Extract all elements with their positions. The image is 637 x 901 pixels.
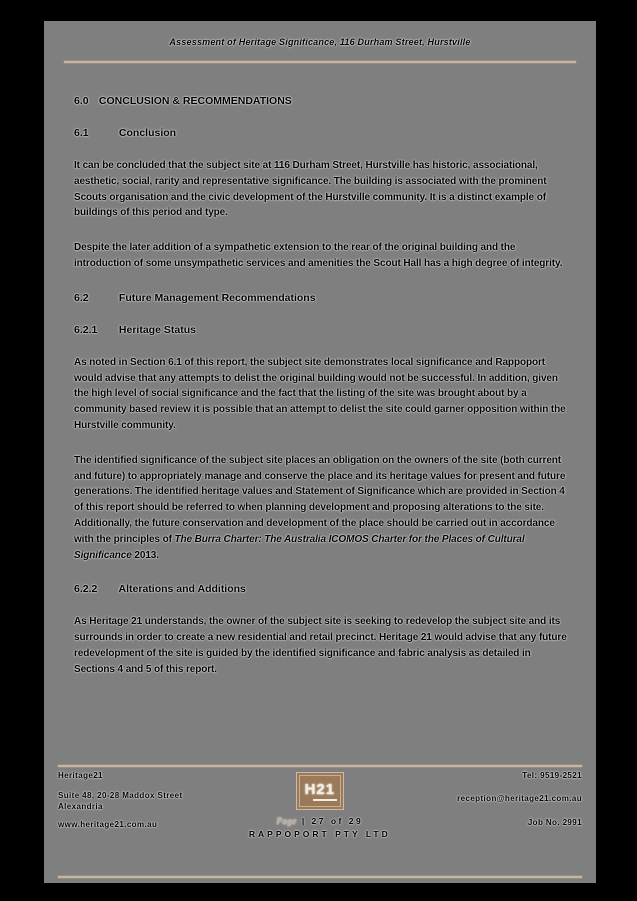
paragraph-text: The identified significance of the subject site places an obligation on the owners of the site (both current and future) to appropriately manage and conserve the place and its heritage values for present and future generations. The identified heritage values and Statement of Significance which are provided in Section 4 of this report should be referred to when planning development and proposing alterations to the site. Additionally, the future conservation and development of the place should be carried out in accordance with the principles of <box>74 454 566 545</box>
paragraph-heritage-status: As noted in Section 6.1 of this report, the subject site demonstrates local significance and Rappoport would advise that any attempts to delist the original building would not be successful. In addition, given the high level of social significance and the fact that the listing of the site was brought about by a community based review it is possible that an attempt to delist the site could garner opposition within the Hurstville community. <box>74 356 566 431</box>
burra-charter-title: The Burra Charter: The Australia ICOMOS Charter for the Places of Cultural Significance <box>74 533 525 561</box>
footer-content <box>58 771 582 873</box>
company-address-line1: Suite 48, 20-28 Maddox Street <box>58 790 183 800</box>
footer-company-block <box>58 771 183 873</box>
section-heading-6-1 <box>74 127 566 139</box>
footer-divider-bottom <box>58 876 582 878</box>
company-legal-name: RAPPOPORT PTY LTD <box>248 829 391 839</box>
section-number: 6.0 <box>74 95 89 107</box>
footer-logo-block <box>249 772 391 873</box>
company-name: Heritage21 <box>58 771 103 780</box>
heritage21-logo-text: H21 <box>304 780 336 798</box>
page-footer <box>44 765 596 883</box>
email-link[interactable]: reception@heritage21.com.au <box>457 794 582 804</box>
job-number: Job No. 2991 <box>527 817 582 827</box>
section-number: 6.2.1 <box>74 323 98 336</box>
page-content <box>44 63 596 678</box>
paragraph-conclusion-1: It can be concluded that the subject site at 116 Durham Street, Hurstville has historic, associational, aesthetic, social, rarity and representative significance. The building is associated with the prominent Scouts organisation and the civic development of the Hurstville community. It is a distinct example of buildings of this period and type. <box>74 160 547 219</box>
phone-number: Tel: 9519-2521 <box>522 771 582 780</box>
section-heading-6-2-1 <box>74 324 566 336</box>
section-heading-6-2-2 <box>74 583 566 595</box>
section-title: Future Management Recommendations <box>118 291 316 304</box>
company-address-line2: Alexandria <box>58 801 103 811</box>
logo-underline <box>313 799 337 801</box>
page-count: | 27 of 29 <box>301 816 364 826</box>
running-header: Assessment of Heritage Significance, 116 Durham Street, Hurstville <box>169 37 471 47</box>
section-heading-6-2 <box>74 292 566 304</box>
heritage21-logo <box>296 772 344 810</box>
section-number: 6.1 <box>74 127 89 139</box>
paragraph-alterations: As Heritage 21 understands, the owner of the subject site is seeking to redevelop the subject site and its surrounds in order to create a new residential and retail precinct. Heritage 21 would advise that any future redevelopment of the site is guided by the identified significance and fabric analysis as detailed in Sections 4 and 5 of this report. <box>74 616 567 675</box>
paragraph-conclusion-2: Despite the later addition of a sympathetic extension to the rear of the original building and the introduction of some unsympathetic services and amenities the Scout Hall has a high degree of integrity. <box>74 242 563 269</box>
section-title: CONCLUSION & RECOMMENDATIONS <box>98 95 292 107</box>
page-word: Page <box>276 816 297 826</box>
footer-divider-top <box>58 765 582 767</box>
section-title: Heritage Status <box>118 323 196 336</box>
footer-contact-block <box>457 771 582 873</box>
section-number: 6.2 <box>74 291 89 304</box>
paragraph-obligation <box>74 453 570 564</box>
page-number <box>276 816 363 826</box>
paragraph-text: 2013. <box>134 549 159 561</box>
section-title: Conclusion <box>118 127 177 139</box>
report-page <box>44 21 596 883</box>
section-title: Alterations and Additions <box>118 583 246 596</box>
section-heading-6-0 <box>74 95 566 107</box>
section-number: 6.2.2 <box>74 583 98 596</box>
company-website-link[interactable]: www.heritage21.com.au <box>58 820 158 830</box>
